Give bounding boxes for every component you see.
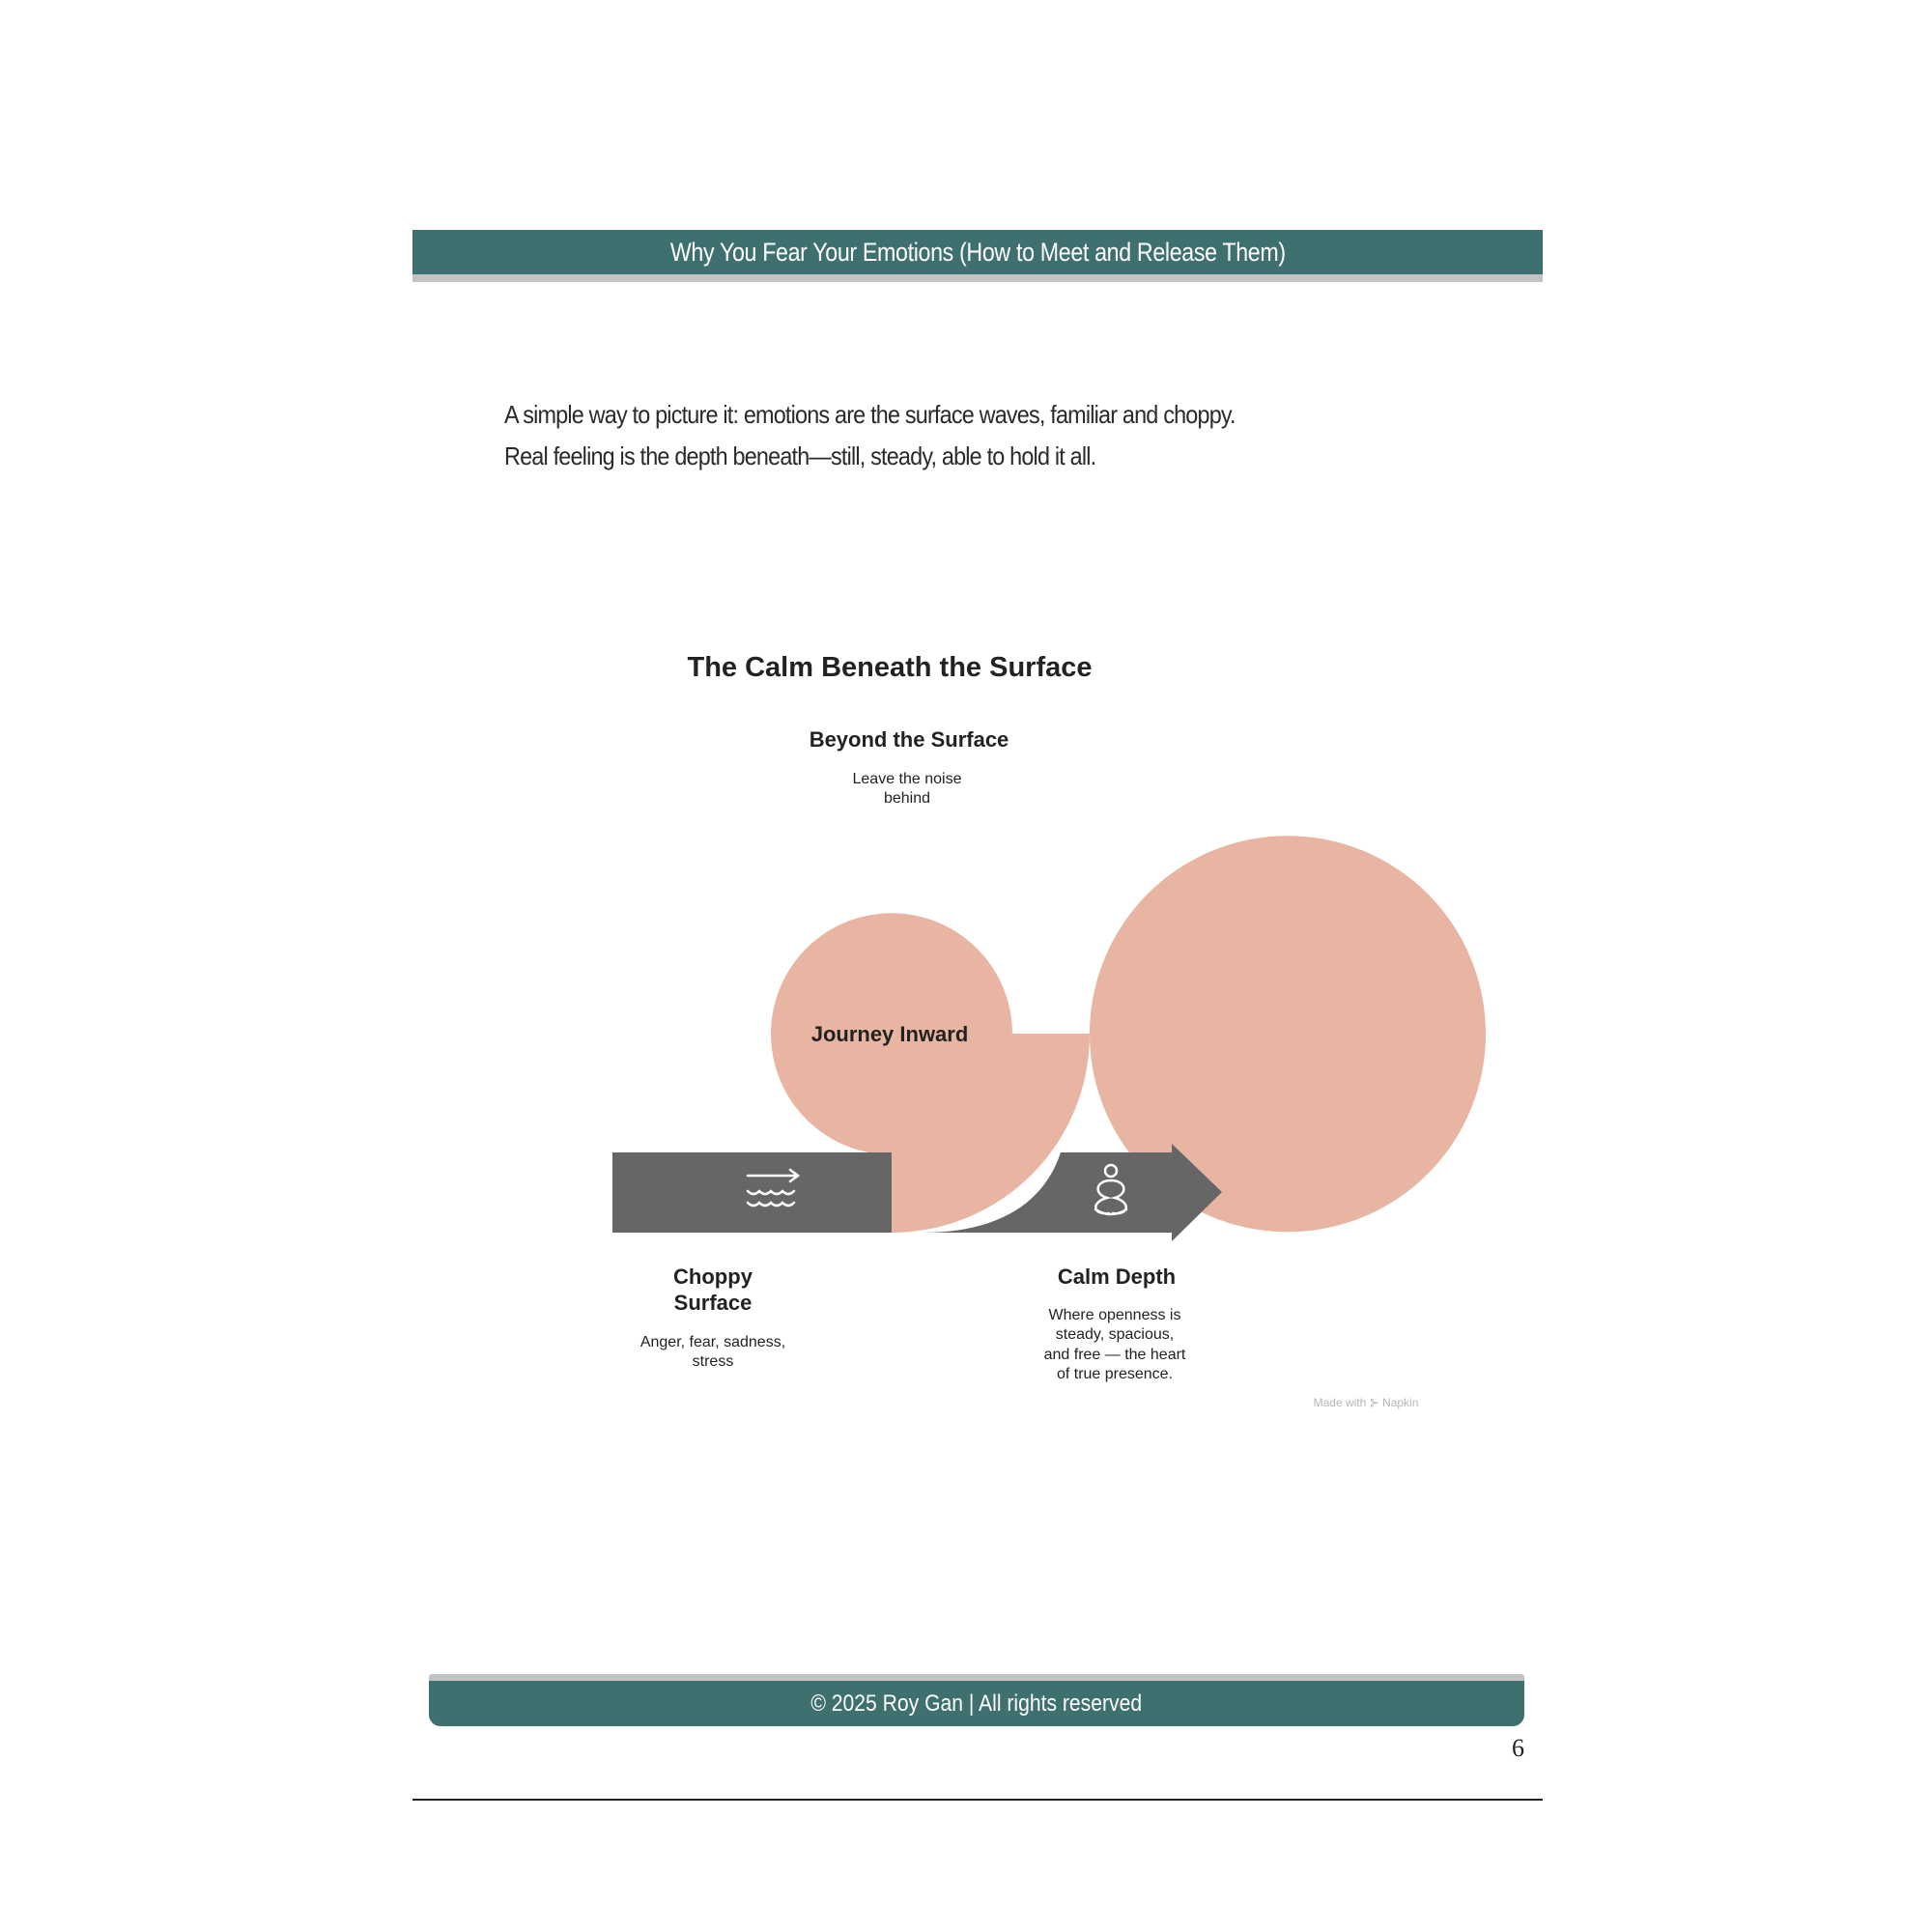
diagram-title: The Calm Beneath the Surface [687, 652, 1093, 683]
center-label: Journey Inward [810, 1022, 969, 1046]
choppy-desc-1: Anger, fear, sadness, [639, 1334, 786, 1350]
beyond-desc-2: behind [883, 790, 931, 807]
beyond-heading: Beyond the Surface [809, 727, 1009, 752]
intro-line-2: Real feeling is the depth beneath—still, steady, able to hold it all. [504, 441, 1096, 470]
diver-icon [886, 849, 932, 896]
calm-desc-1: Where openness is [1048, 1307, 1181, 1323]
header-title: Why You Fear Your Emotions (How to Meet and Release Them) [669, 237, 1286, 267]
napkin-watermark: Made with ⊱ Napkin [1313, 1396, 1419, 1409]
calm-desc-3: and free — the heart [1043, 1347, 1186, 1363]
bottom-rule [412, 1799, 1543, 1801]
calm-desc-2: steady, spacious, [1055, 1326, 1175, 1343]
choppy-desc-2: stress [692, 1353, 734, 1370]
page-number: 6 [1512, 1734, 1524, 1762]
choppy-heading-1: Choppy [673, 1264, 753, 1289]
choppy-heading-2: Surface [673, 1291, 753, 1315]
calm-heading: Calm Depth [1057, 1264, 1177, 1289]
footer-bar [429, 1681, 1524, 1726]
intro-line-1: A simple way to picture it: emotions are the surface waves, familiar and choppy. [504, 400, 1236, 429]
calm-desc-4: of true presence. [1056, 1366, 1174, 1382]
beyond-desc-1: Leave the noise [852, 771, 962, 787]
copyright-text: © 2025 Roy Gan | All rights reserved [810, 1690, 1143, 1717]
